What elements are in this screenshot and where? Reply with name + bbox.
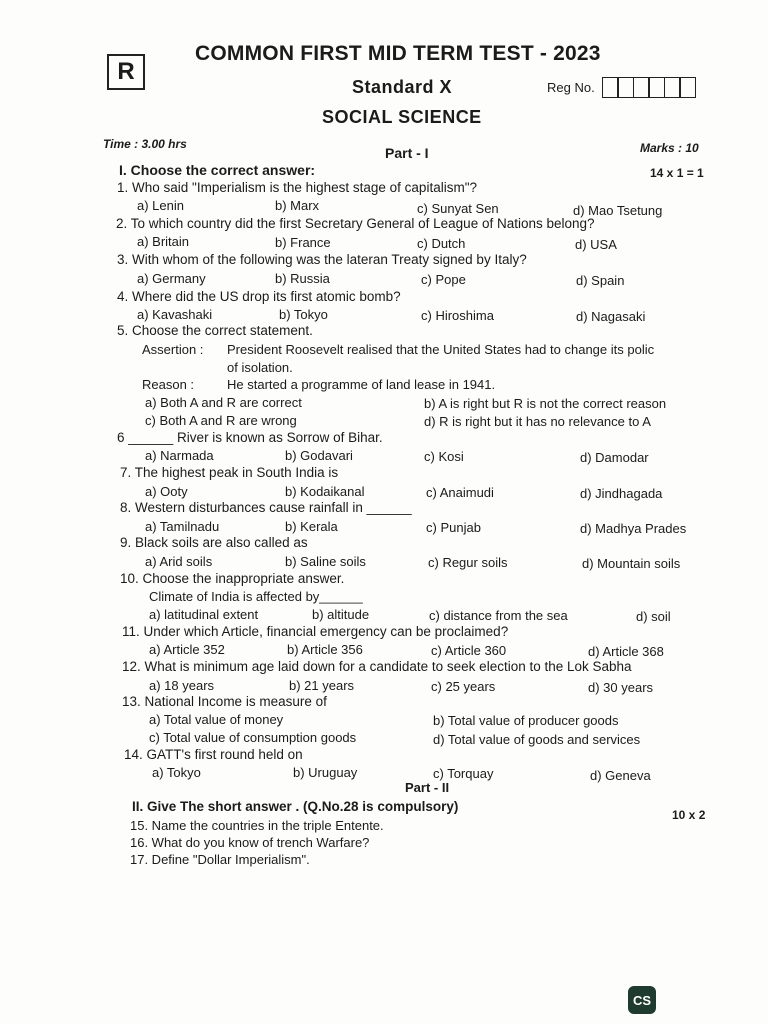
question-2: 2. To which country did the first Secretary General of League of Nations belong? xyxy=(116,216,595,231)
option: a) Germany xyxy=(137,271,206,286)
option: c) Punjab xyxy=(426,520,481,535)
series-mark: R xyxy=(107,54,145,90)
option: a) Kavashaki xyxy=(137,307,213,322)
reg-no-box xyxy=(648,77,665,98)
option: d) Madhya Prades xyxy=(580,521,687,536)
option: d) Mao Tsetung xyxy=(573,203,663,218)
assertion-text-continued: of isolation. xyxy=(227,360,293,375)
option: b) A is right but R is not the correct reason xyxy=(424,396,667,411)
option: c) Anaimudi xyxy=(426,485,494,500)
option: d) Mountain soils xyxy=(582,556,681,571)
option: a) 18 years xyxy=(149,678,215,693)
question-1: 1. Who said "Imperialism is the highest stage of capitalism"? xyxy=(117,180,477,195)
option: b) 21 years xyxy=(289,678,355,693)
assertion-text: President Roosevelt realised that the United States had to change its polic xyxy=(227,342,655,357)
option: c) Regur soils xyxy=(428,555,508,570)
question-9: 9. Black soils are also called as xyxy=(120,535,308,550)
option: d) Nagasaki xyxy=(576,309,646,324)
option: c) Total value of consumption goods xyxy=(149,730,357,745)
option: d) 30 years xyxy=(588,680,654,695)
section-1-heading: I. Choose the correct answer: xyxy=(119,162,316,178)
option: b) Godavari xyxy=(285,448,353,463)
option: b) Saline soils xyxy=(285,554,366,569)
reg-no-boxes xyxy=(603,77,696,98)
option: b) altitude xyxy=(312,607,370,622)
reg-no-box xyxy=(633,77,650,98)
option: d) USA xyxy=(575,237,617,252)
question-3: 3. With whom of the following was the lateran Treaty signed by Italy? xyxy=(117,252,527,267)
option: c) Torquay xyxy=(433,766,494,781)
subject-title: SOCIAL SCIENCE xyxy=(322,107,482,127)
question-13: 13. National Income is measure of xyxy=(122,694,327,709)
reason-text: He started a programme of land lease in 1941. xyxy=(227,377,496,392)
short-question-16: 16. What do you know of trench Warfare? xyxy=(130,835,370,850)
option: b) Kodaikanal xyxy=(285,484,365,499)
option: b) Tokyo xyxy=(279,307,328,322)
marks-label: Marks : 10 xyxy=(640,141,699,155)
question-6: 6 ______ River is known as Sorrow of Bihar. xyxy=(117,430,383,445)
question-4: 4. Where did the US drop its first atomic bomb? xyxy=(117,289,401,304)
marks-calculation: 14 x 1 = 1 xyxy=(650,166,704,180)
reg-no-box xyxy=(602,77,619,98)
reg-no-box xyxy=(679,77,696,98)
standard-label: Standard X xyxy=(352,77,453,97)
question-5: 5. Choose the correct statement. xyxy=(117,323,313,338)
question-11: 11. Under which Article, financial emergency can be proclaimed? xyxy=(122,624,509,639)
assertion-label: Assertion : xyxy=(142,342,204,357)
option: c) Pope xyxy=(421,272,466,287)
exam-title: COMMON FIRST MID TERM TEST - 2023 xyxy=(195,42,601,65)
section-2-marks: 10 x 2 xyxy=(672,808,706,822)
question-7: 7. The highest peak in South India is xyxy=(120,465,339,480)
option: c) 25 years xyxy=(431,679,496,694)
option: a) Tokyo xyxy=(152,765,201,780)
question-10: 10. Choose the inappropriate answer. xyxy=(120,571,345,586)
part-1-label: Part - I xyxy=(385,145,429,161)
option: b) Russia xyxy=(275,271,330,286)
time-label: Time : 3.00 hrs xyxy=(103,137,187,151)
option: a) Ooty xyxy=(145,484,188,499)
option: b) Uruguay xyxy=(293,765,358,780)
reason-label: Reason : xyxy=(142,377,195,392)
option: a) Britain xyxy=(137,234,190,249)
option: c) Dutch xyxy=(417,236,466,251)
option: a) Both A and R are correct xyxy=(145,395,302,410)
option: d) Damodar xyxy=(580,450,649,465)
reg-no-label: Reg No. xyxy=(547,80,595,95)
option: a) latitudinal extent xyxy=(149,607,259,622)
option: c) distance from the sea xyxy=(429,608,568,623)
camscanner-watermark-logo: CS xyxy=(628,986,656,1014)
short-question-17: 17. Define "Dollar Imperialism". xyxy=(130,852,310,867)
option: b) Kerala xyxy=(285,519,338,534)
option: b) Marx xyxy=(275,198,320,213)
reg-no-box xyxy=(664,77,681,98)
option: c) Hiroshima xyxy=(421,308,494,323)
option: c) Kosi xyxy=(424,449,464,464)
reg-no-box xyxy=(617,77,634,98)
option: a) Narmada xyxy=(145,448,214,463)
option: a) Total value of money xyxy=(149,712,284,727)
question-8: 8. Western disturbances cause rainfall in ______ xyxy=(120,500,412,515)
option: a) Tamilnadu xyxy=(145,519,220,534)
option: b) France xyxy=(275,235,331,250)
option: c) Sunyat Sen xyxy=(417,201,499,216)
option: d) Geneva xyxy=(590,768,651,783)
question-14: 14. GATT's first round held on xyxy=(124,747,303,762)
option: b) Article 356 xyxy=(287,642,363,657)
option: d) Total value of goods and services xyxy=(433,732,641,747)
option: d) Article 368 xyxy=(588,644,664,659)
option: d) Spain xyxy=(576,273,625,288)
option: a) Article 352 xyxy=(149,642,225,657)
option: d) soil xyxy=(636,609,671,624)
question-10-subtext: Climate of India is affected by______ xyxy=(149,589,363,604)
question-12: 12. What is minimum age laid down for a candidate to seek election to the Lok Sabha xyxy=(122,659,632,674)
short-question-15: 15. Name the countries in the triple Entente. xyxy=(130,818,384,833)
option: c) Both A and R are wrong xyxy=(145,413,297,428)
option: a) Lenin xyxy=(137,198,184,213)
option: c) Article 360 xyxy=(431,643,507,658)
option: d) R is right but it has no relevance to A xyxy=(424,414,651,429)
part-2-label: Part - II xyxy=(405,780,450,795)
option: a) Arid soils xyxy=(145,554,213,569)
option: d) Jindhagada xyxy=(580,486,663,501)
option: b) Total value of producer goods xyxy=(433,713,619,728)
section-2-heading: II. Give The short answer . (Q.No.28 is compulsory) xyxy=(132,799,459,814)
